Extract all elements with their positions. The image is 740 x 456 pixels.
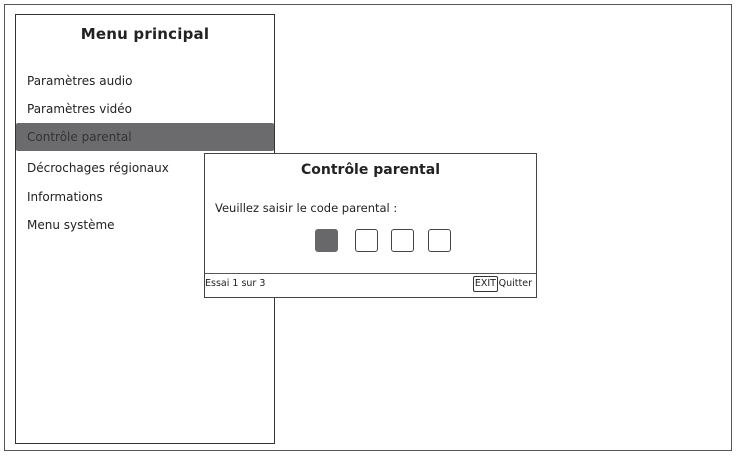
pin-digit-3[interactable] bbox=[391, 229, 414, 252]
exit-label[interactable]: Quitter bbox=[498, 278, 532, 289]
menu-item-audio-settings[interactable]: Paramètres audio bbox=[27, 74, 133, 88]
dialog-divider bbox=[205, 273, 536, 274]
dialog-title: Contrôle parental bbox=[300, 162, 440, 178]
menu-item-parental-control[interactable]: Contrôle parental bbox=[16, 123, 274, 151]
pin-digit-1[interactable] bbox=[315, 229, 338, 252]
menu-title: Menu principal bbox=[80, 25, 210, 43]
menu-item-video-settings[interactable]: Paramètres vidéo bbox=[27, 102, 133, 116]
menu-item-information[interactable]: Informations bbox=[27, 190, 103, 204]
attempt-counter: Essai 1 sur 3 bbox=[205, 278, 266, 289]
menu-item-regional-opt-outs[interactable]: Décrochages régionaux bbox=[27, 161, 169, 175]
exit-key-icon[interactable]: EXIT bbox=[473, 276, 498, 292]
parental-control-dialog bbox=[204, 153, 537, 298]
menu-item-system-menu[interactable]: Menu système bbox=[27, 218, 115, 232]
pin-digit-2[interactable] bbox=[355, 229, 378, 252]
pin-digit-4[interactable] bbox=[428, 229, 451, 252]
pin-prompt: Veuillez saisir le code parental : bbox=[215, 201, 398, 215]
